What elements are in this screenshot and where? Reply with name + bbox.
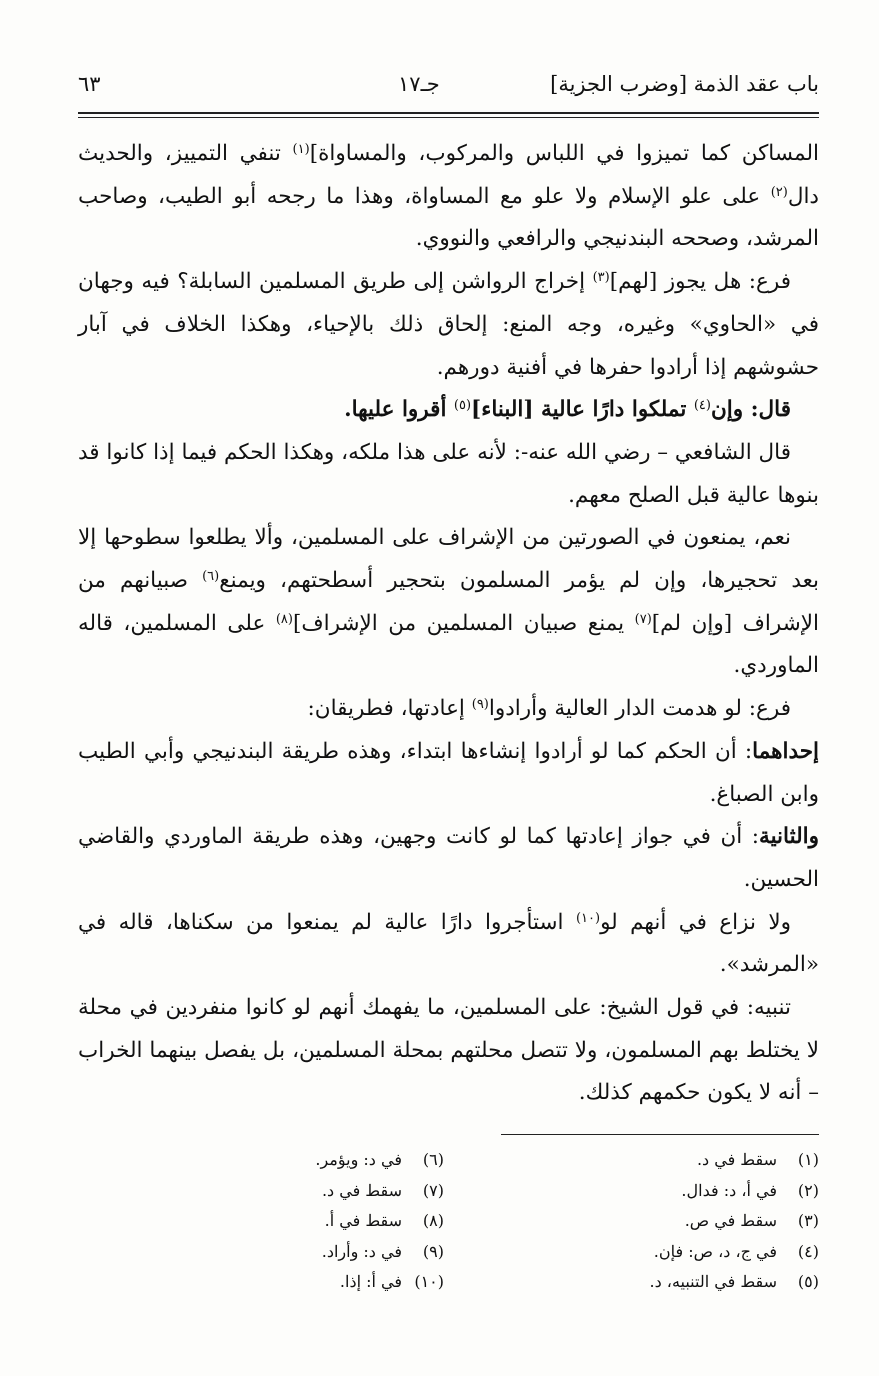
lead-term: والثانية	[759, 824, 819, 850]
footnote-marker[interactable]: (٤)	[693, 398, 711, 414]
footnote-text: سقط في التنبيه، د.	[649, 1272, 777, 1291]
footnote-marker[interactable]: (٢)	[770, 184, 788, 200]
paragraph: فرع: هل يجوز [لهم]$^{(٣)}$ إخراج الرواشن إلى طريق المسلمين السابلة؟ فيه وجهان في «الحاوي» وغيره، وجه المنع: إلحاق ذلك بالإحياء، وهكذا الخلاف في آبار حشوشهم إذا أرادوا حفرها في أفنية دورهم.	[78, 269, 819, 380]
paragraph: تنبيه: في قول الشيخ: على المسلمين، ما يفهمك أنهم لو كانوا منفردين في محلة لا يختلط بهم المسلمون، ولا تتصل محلتهم بمحلة المسلمين، بل يفصل بينهما الخراب – أنه لا يكون حكمهم كذلك.	[78, 995, 819, 1106]
footnote-text: في ج، د، ص: فإن.	[653, 1241, 777, 1261]
footnote-number: (٢)	[797, 1180, 819, 1200]
footnote-text: سقط في د.	[696, 1150, 777, 1169]
paragraph: المساكن كما تميزوا في اللباس والمركوب، والمساواة]$^{(١)}$ تنفي التمييز، والحديث دال$^{(٢)}$ على علو الإسلام ولا علو مع المساواة، وهذا ما رجحه أبو الطيب، وصاحب المرشد، وصححه البندنيجي والرافعي والنووي.	[78, 141, 819, 252]
footnote-separator	[501, 1134, 819, 1135]
matn-text: قال: وإن	[710, 397, 791, 423]
footnote-item	[489, 1267, 819, 1298]
paragraph: إحداهما: أن الحكم كما لو أرادوا إنشاءها ابتداء، وهذه طريقة البندنيجي وأبي الطيب وابن الصباغ.	[78, 738, 819, 807]
footnote-number: (٧)	[422, 1180, 444, 1200]
volume-label: جـ١٧	[398, 72, 440, 96]
footnote-number: (٣)	[797, 1211, 819, 1230]
footnote-item	[144, 1267, 444, 1298]
footnote-marker[interactable]: (١٠)	[575, 910, 601, 926]
chapter-title: باب عقد الذمة [وضرب الجزية]	[550, 72, 819, 96]
footnote-marker[interactable]: (٦)	[202, 569, 220, 585]
paragraph: نعم، يمنعون في الصورتين من الإشراف على المسلمين، وألا يطلعوا سطوحها إلا بعد تحجيرها، وإن لم يؤمر المسلمون بتحجير أسطحتهم، ويمنع$^{(٦)}$ صبيانهم من الإشراف [وإن لم]$^{(٧)}$ يمنع صبيان المسلمين من الإشراف]$^{(٨)}$ على المسلمين، قاله الماوردي.	[78, 525, 819, 679]
main-text	[78, 133, 819, 1115]
footnote-item	[144, 1176, 444, 1207]
footnote-marker[interactable]: (٥)	[453, 398, 472, 414]
footnote-text: في أ، د: فدال.	[681, 1180, 777, 1200]
footnote-text: في د: وأراد.	[321, 1241, 402, 1261]
footnote-text: سقط في أ.	[324, 1211, 402, 1230]
footnote-item	[144, 1237, 444, 1268]
lead-term: إحداهما	[752, 738, 819, 764]
footnote-item	[489, 1176, 819, 1207]
footnote-marker[interactable]: (٩)	[471, 697, 489, 713]
footnote-item	[144, 1206, 444, 1237]
footnote-text: في د: ويؤمر.	[315, 1150, 402, 1169]
footnote-marker[interactable]: (٨)	[275, 611, 293, 627]
paragraph: والثانية: أن في جواز إعادتها كما لو كانت وجهين، وهذه طريقة الماوردي والقاضي الحسين.	[78, 824, 819, 892]
footnotes-column-right	[489, 1145, 819, 1298]
footnotes-column-left	[144, 1145, 444, 1298]
footnote-item	[489, 1206, 819, 1237]
footnote-number: (٥)	[797, 1272, 819, 1291]
footnote-item	[489, 1237, 819, 1268]
matn-text: أقروا عليها.	[344, 397, 454, 423]
header-rule-thin	[78, 117, 819, 118]
footnote-marker[interactable]: (٣)	[592, 270, 610, 286]
footnote-text: في أ: إذا.	[339, 1272, 402, 1291]
page-header	[78, 72, 819, 106]
footnote-item	[144, 1145, 444, 1176]
footnote-number: (٦)	[422, 1150, 444, 1169]
paragraph: فرع: لو هدمت الدار العالية وأرادوا$^{(٩)}$ إعادتها، فطريقان:	[307, 696, 791, 722]
footnote-number: (١٠)	[414, 1272, 444, 1291]
footnote-number: (١)	[797, 1150, 819, 1169]
footnote-number: (٨)	[422, 1211, 444, 1230]
header-rule-thick	[78, 112, 819, 114]
footnote-item	[489, 1145, 819, 1176]
paragraph: ولا نزاع في أنهم لو$^{(١٠)}$ استأجروا دارًا عالية لم يمنعوا من سكناها، قاله في «المرشد».	[78, 909, 819, 978]
footnote-marker[interactable]: (٧)	[634, 611, 652, 627]
footnote-number: (٩)	[422, 1241, 444, 1261]
matn-text: تملكوا دارًا عالية [البناء]	[471, 397, 694, 423]
footnote-number: (٤)	[797, 1241, 819, 1261]
page-number: ٦٣	[78, 72, 101, 96]
paragraph	[78, 389, 819, 432]
paragraph: قال الشافعي – رضي الله عنه-: لأنه على هذا ملكه، وهكذا الحكم فيما إذا كانوا قد بنوها عالية قبل الصلح معهم.	[78, 439, 819, 508]
footnote-text: سقط في ص.	[684, 1211, 777, 1230]
footnote-marker[interactable]: (١)	[292, 142, 310, 157]
footnote-text: سقط في د.	[321, 1180, 402, 1200]
